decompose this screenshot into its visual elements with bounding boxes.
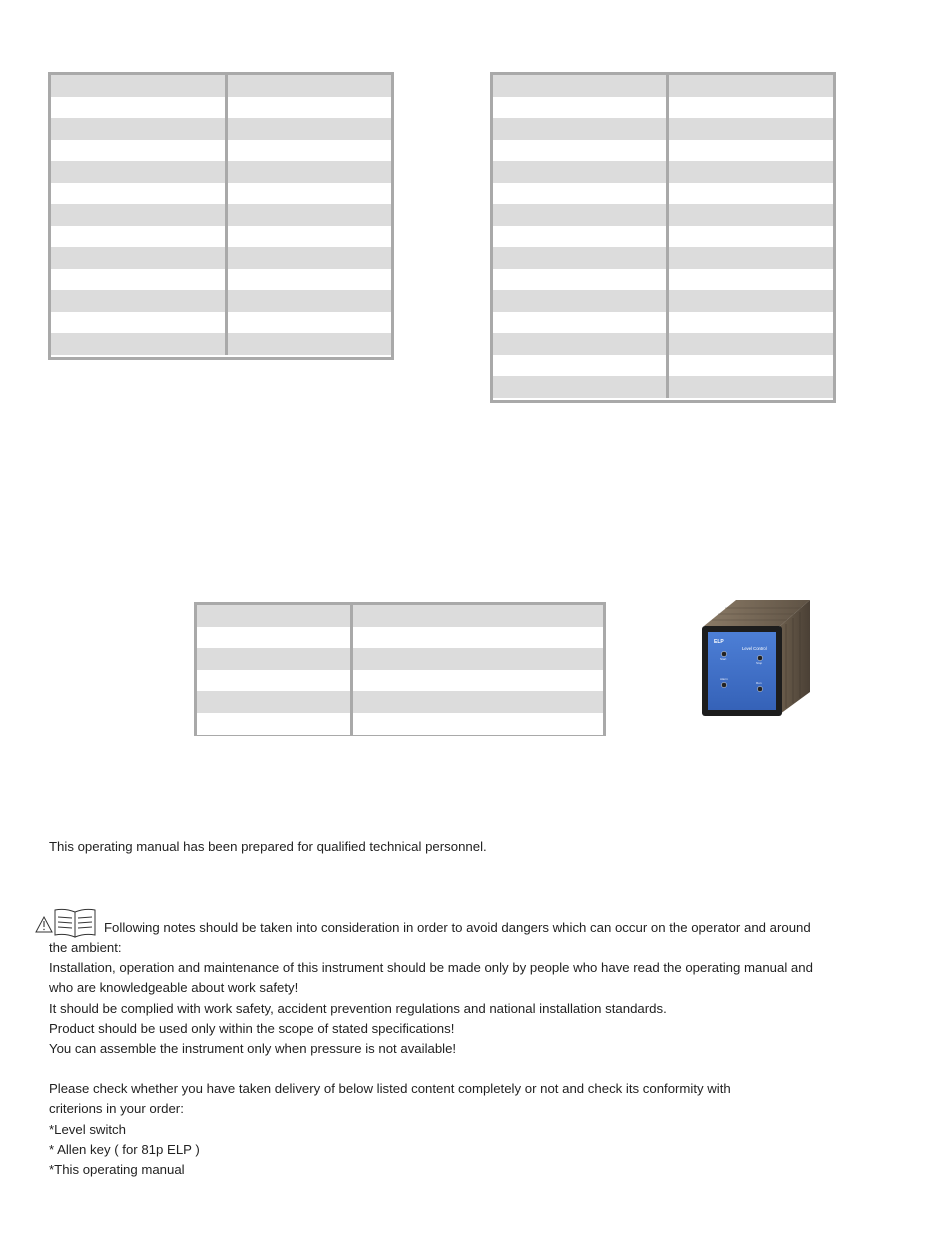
led-label-start: Start <box>720 657 727 661</box>
table-row <box>51 312 391 334</box>
table-row <box>493 290 833 312</box>
led-label-run: Run <box>756 681 762 685</box>
safety-line: the ambient: <box>49 940 122 955</box>
device-panel-title: Level Control <box>742 646 767 651</box>
table-row <box>493 204 833 226</box>
table-row <box>51 290 391 312</box>
table-row <box>493 75 833 97</box>
table-row <box>51 333 391 355</box>
table-row <box>51 226 391 248</box>
table-row <box>493 333 833 355</box>
table-row <box>51 97 391 119</box>
safety-line: Product should be used only within the scope of stated specifications! <box>49 1021 455 1036</box>
led-label-alarm: Alarm <box>720 677 728 681</box>
spec-table-left <box>48 72 394 360</box>
delivery-item: *This operating manual <box>49 1162 185 1177</box>
table-row <box>51 118 391 140</box>
table-row <box>493 355 833 377</box>
delivery-line: criterions in your order: <box>49 1101 184 1116</box>
led-stop-icon <box>757 655 762 660</box>
table-row <box>493 183 833 205</box>
table-row <box>51 75 391 97</box>
table-row <box>51 140 391 162</box>
table-row <box>493 247 833 269</box>
table-row <box>493 97 833 119</box>
table-row <box>197 691 603 713</box>
table-row <box>493 269 833 291</box>
device-brand-label: ELP <box>714 639 724 645</box>
intro-text: This operating manual has been prepared for qualified technical personnel. <box>49 839 487 854</box>
table-row <box>51 204 391 226</box>
table-row <box>493 118 833 140</box>
safety-line: Following notes should be taken into consideration in order to avoid dangers which can occur on the operator and around <box>104 920 811 935</box>
led-label-stop: Stop <box>756 661 763 665</box>
table-row <box>197 605 603 627</box>
level-control-device-image <box>696 596 816 724</box>
table-row <box>197 627 603 649</box>
table-row <box>493 226 833 248</box>
delivery-item: *Level switch <box>49 1122 126 1137</box>
table-row <box>493 140 833 162</box>
table-row <box>493 161 833 183</box>
led-run-icon <box>757 686 762 691</box>
spec-table-right <box>490 72 836 403</box>
table-row <box>51 247 391 269</box>
table-row <box>493 312 833 334</box>
table-row <box>197 713 603 735</box>
table-row <box>51 183 391 205</box>
led-alarm-icon <box>721 682 726 687</box>
spec-table-bottom <box>194 602 606 736</box>
safety-icons <box>35 906 99 940</box>
delivery-line: Please check whether you have taken delivery of below listed content completely or not and check its conformity with <box>49 1081 731 1096</box>
table-row <box>51 161 391 183</box>
table-row <box>197 648 603 670</box>
safety-line: It should be complied with work safety, accident prevention regulations and national installation standards. <box>49 1001 667 1016</box>
table-row <box>197 670 603 692</box>
led-start-icon <box>721 651 726 656</box>
safety-line: who are knowledgeable about work safety! <box>49 980 299 995</box>
manual-book-icon <box>55 909 95 937</box>
table-row <box>493 376 833 398</box>
warning-triangle-icon <box>36 917 52 932</box>
safety-line: Installation, operation and maintenance of this instrument should be made only by people who have read the operating manual and <box>49 960 813 975</box>
delivery-item: * Allen key ( for 81p ELP ) <box>49 1142 200 1157</box>
table-row <box>51 269 391 291</box>
safety-line: You can assemble the instrument only when pressure is not available! <box>49 1041 457 1056</box>
